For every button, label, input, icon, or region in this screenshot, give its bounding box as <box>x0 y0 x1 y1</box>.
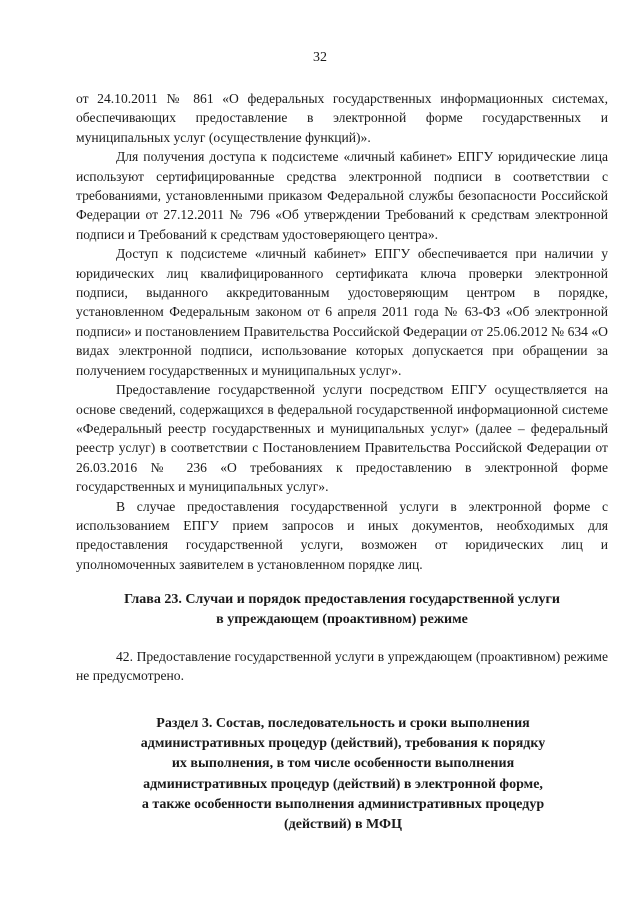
paragraph-access-certificate: Доступ к подсистеме «личный кабинет» ЕПГУ обеспечивается при наличии у юридических лиц квалифицированного сертификата ключа проверки электронной подписи, выданного аккредитованным удостоверяющим центром в порядке, установленном Федеральным законом от 6 апреля 2011 года № 63-ФЗ «Об электронной подписи» и постановлением Правительства Российской Федерации от 25.06.2012 № 634 «О видах электронной подписи, использование которых допускается при обращении за получением государственных и муниципальных услуг». <box>76 246 608 378</box>
section-heading-line: административных процедур (действий), требования к порядку <box>140 736 546 752</box>
section-heading-line: (действий) в МФЦ <box>284 817 402 833</box>
page-number: 32 <box>313 50 327 65</box>
section-3-heading <box>106 714 580 835</box>
item-42 <box>76 647 608 686</box>
section-heading-line: а также особенности выполнения административных процедур <box>141 796 545 812</box>
section-heading-line: Раздел 3. Состав, последовательность и сроки выполнения <box>156 716 530 731</box>
body-text <box>76 89 608 574</box>
paragraph-electronic-submission: В случае предоставления государственной услуги в электронной форме с использованием ЕПГУ прием запросов и иных документов, необходимых для предоставления государственной услуги, возможен от юридических лиц и уполномоченных заявителем в установленном порядке лиц. <box>76 498 608 572</box>
paragraph-continuation: от 24.10.2011 № 861 «О федеральных государственных информационных системах, обеспечивающих предоставление в электронной форме государственных и муниципальных услуг (осуществление функций)». <box>76 91 608 145</box>
chapter-23-heading <box>76 590 608 630</box>
paragraph-federal-registry: Предоставление государственной услуги посредством ЕПГУ осуществляется на основе сведений, содержащихся в федеральной государственной информационной системе «Федеральный реестр государственных и муниципальных услуг» (далее – федеральный реестр услуг) в соответствии с Постановлением Правительства Российской Федерации от 26.03.2016 № 236 «О требованиях к предоставлению в электронной форме государственных и муниципальных услуг». <box>76 382 608 495</box>
paragraph-access-requirements: Для получения доступа к подсистеме «личный кабинет» ЕПГУ юридические лица используют сертифицированные средства электронной подписи в соответствии с требованиями, установленными приказом Федеральной службы безопасности Российской Федерации от 27.12.2011 № 796 «Об утверждении Требований к средствам электронной подписи и Требований к средствам удостоверяющего центра». <box>76 149 608 242</box>
item-42-text: 42. Предоставление государственной услуги в упреждающем (проактивном) режиме не предусмотрено. <box>76 649 608 684</box>
chapter-heading-line: в упреждающем (проактивном) режиме <box>216 612 468 627</box>
section-heading-line: административных процедур (действий) в электронной форме, <box>143 776 543 792</box>
chapter-heading-line: Глава 23. Случаи и порядок предоставления государственной услуги <box>124 592 560 607</box>
section-heading-line: их выполнения, в том числе особенности выполнения <box>171 756 515 772</box>
